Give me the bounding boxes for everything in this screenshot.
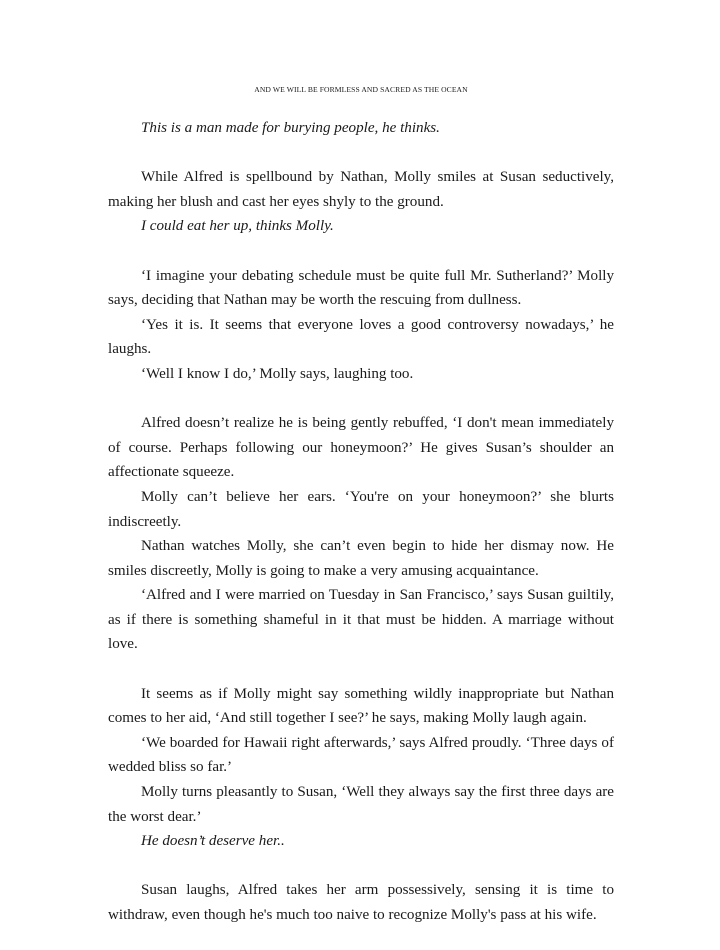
paragraph: ‘Well I know I do,’ Molly says, laughing too. bbox=[141, 365, 414, 382]
paragraph: ‘Alfred and I were married on Tuesday in San Francisco,’ says Susan guiltily, as if there is something shameful in it that must be hidden. A marriage without love. bbox=[108, 587, 614, 653]
paragraph: It seems as if Molly might say something wildly inappropriate but Nathan comes to her aid, ‘And still together I see?’ he says, making Molly laugh again. bbox=[108, 685, 614, 727]
paragraph-italic-thought: This is a man made for burying people, he thinks. bbox=[141, 120, 440, 136]
paragraph: ‘We boarded for Hawaii right afterwards,’ says Alfred proudly. ‘Three days of wedded bliss so far.’ bbox=[108, 734, 614, 776]
body-text bbox=[108, 116, 614, 928]
running-header: AND WE WILL BE FORMLESS AND SACRED AS THE OCEAN bbox=[254, 85, 468, 94]
paragraph: Alfred doesn’t realize he is being gently rebuffed, ‘I don't mean immediately of course. Perhaps following our honeymoon?’ He gives Susan’s shoulder an affectionate squeeze. bbox=[108, 415, 614, 481]
paragraph: Molly turns pleasantly to Susan, ‘Well they always say the first three days are the worst dear.’ bbox=[108, 784, 614, 825]
paragraph-italic-thought: He doesn’t deserve her.. bbox=[141, 833, 285, 850]
document-page bbox=[108, 0, 614, 950]
paragraph: Nathan watches Molly, she can’t even begin to hide her dismay now. He smiles discreetly, Molly is going to make a very amusing acquaintance. bbox=[108, 538, 614, 579]
section-gap bbox=[108, 141, 614, 166]
section-gap bbox=[108, 854, 614, 879]
paragraph-italic-thought: I could eat her up, thinks Molly. bbox=[141, 218, 334, 235]
paragraph: ‘I imagine your debating schedule must be quite full Mr. Sutherland?’ Molly says, deciding that Nathan may be worth the rescuing from dullness. bbox=[108, 267, 614, 309]
section-gap bbox=[108, 657, 614, 682]
paragraph: Molly can’t believe her ears. ‘You're on your honeymoon?’ she blurts indiscreetly. bbox=[108, 488, 614, 530]
paragraph: ‘Yes it is. It seems that everyone loves a good controversy nowadays,’ he laughs. bbox=[108, 316, 614, 358]
section-gap bbox=[108, 239, 614, 264]
paragraph: While Alfred is spellbound by Nathan, Molly smiles at Susan seductively, making her blush and cast her eyes shyly to the ground. bbox=[108, 169, 614, 210]
paragraph: Susan laughs, Alfred takes her arm possessively, sensing it is time to withdraw, even though he's much too naive to recognize Molly's pass at his wife. bbox=[108, 882, 614, 923]
section-gap bbox=[108, 387, 614, 412]
